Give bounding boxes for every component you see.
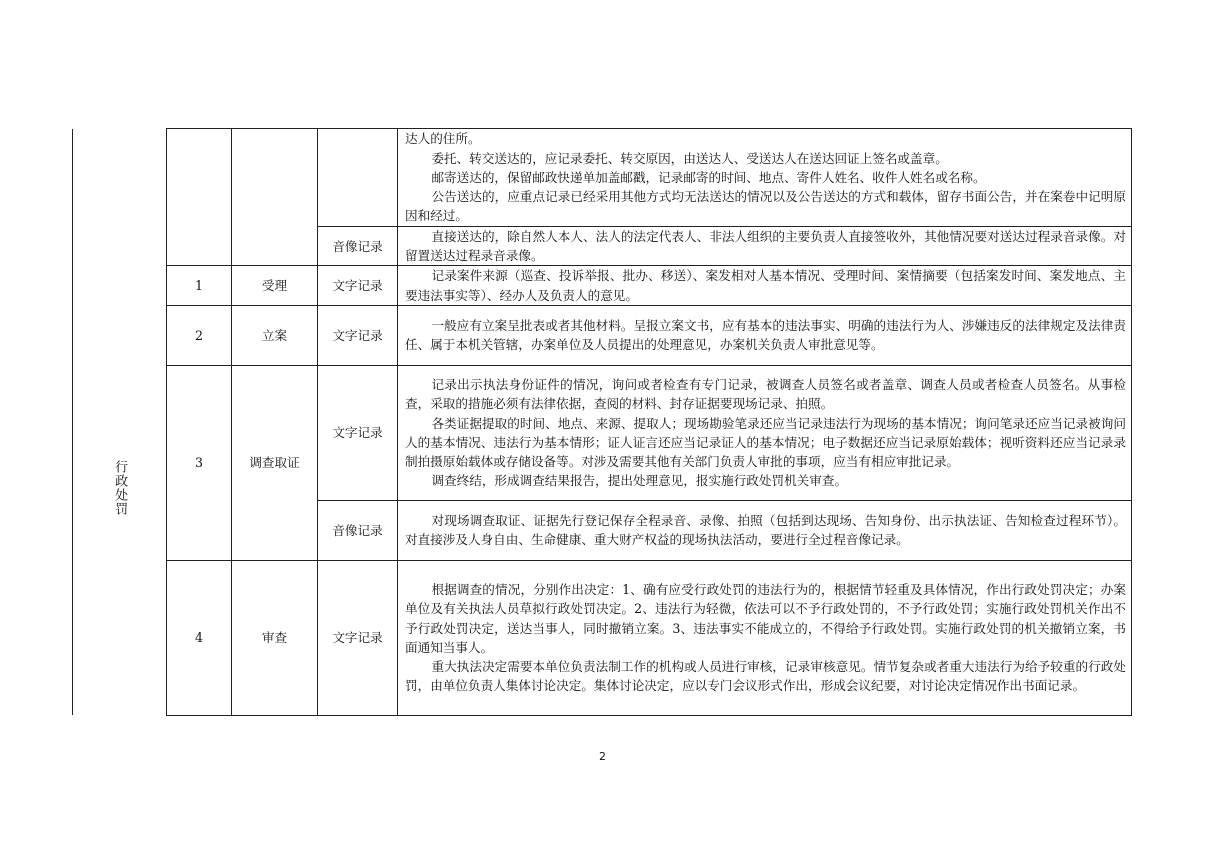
record-content	[398, 560, 1132, 715]
step-name: 调查取证	[232, 365, 318, 560]
paragraph: 记录出示执法身份证件的情况，询问或者检查有专门记录，被调查人员签名或者盖章、调查人员或者检查人员签名。从事检查，采取的措施必须有法律依据，查阅的材料、封存证据要现场记录、拍照。	[405, 377, 1126, 412]
number-cell-empty	[167, 129, 232, 266]
step-name: 受理	[232, 266, 318, 305]
record-content	[398, 227, 1132, 266]
paragraph: 各类证据提取的时间、地点、来源、提取人；现场勘验笔录还应当记录违法行为现场的基本情况；询问笔录还应当记录被询问人的基本情况、违法行为基本情形；证人证言还应当记录证人的基本情况；电子数据还应当记录原始载体；视听资料还应当记录录制拍摄原始载体或存储设备等。对涉及需要其他有关部门负责人审批的事项，应当有相应审批记录。	[405, 415, 1126, 470]
step-number: 3	[167, 365, 232, 560]
step-number: 1	[167, 266, 232, 305]
record-content	[398, 266, 1132, 305]
paragraph: 邮寄送达的，保留邮政快递单加盖邮戳，记录邮寄的时间、地点、寄件人姓名、收件人姓名或名称。	[431, 169, 986, 185]
records-table	[72, 128, 1132, 716]
paragraph: 调查终结，形成调查结果报告，提出处理意见，报实施行政处罚机关审查。	[431, 473, 848, 489]
record-method: 音像记录	[318, 500, 398, 560]
step-number: 2	[167, 305, 232, 365]
paragraph: 记录案件来源（巡查、投诉举报、批办、移送）、案发相对人基本情况、受理时间、案情摘要（包括案发时间、案发地点、主要违法事实等）、经办人及负责人的意见。	[405, 268, 1126, 303]
table-row	[73, 365, 1132, 500]
table-row	[73, 305, 1132, 365]
record-method: 音像记录	[318, 227, 398, 266]
step-name: 审查	[232, 560, 318, 715]
record-method: 文字记录	[318, 365, 398, 500]
category-label: 行政处罚	[112, 460, 128, 516]
record-content	[398, 500, 1132, 560]
table-row	[73, 129, 1132, 227]
paragraph: 达人的住所。	[405, 131, 481, 147]
table-row	[73, 560, 1132, 715]
paragraph: 公告送达的，应重点记录已经采用其他方式均无法送达的情况以及公告送达的方式和载体，留存书面公告，并在案卷中记明原因和经过。	[405, 189, 1126, 224]
paragraph: 委托、转交送达的，应记录委托、转交原因，由送达人、受送达人在送达回证上签名或盖章。	[431, 150, 948, 166]
paragraph: 对现场调查取证、证据先行登记保存全程录音、录像、拍照（包括到达现场、告知身份、出示执法证、告知检查过程环节）。对直接涉及人身自由、生命健康、重大财产权益的现场执法活动，要进行全过程音像记录。	[405, 513, 1126, 548]
paragraph: 直接送达的，除自然人本人、法人的法定代表人、非法人组织的主要负责人直接签收外，其他情况要对送达过程录音录像。对留置送达过程录音录像。	[405, 229, 1126, 264]
record-method	[318, 129, 398, 227]
category-cell-empty	[73, 129, 167, 266]
paragraph: 重大执法决定需要本单位负责法制工作的机构或人员进行审核，记录审核意见。情节复杂或者重大违法行为给予较重的行政处罚，由单位负责人集体讨论决定。集体讨论决定，应以专门会议形式作出，形成会议纪要，对讨论决定情况作出书面记录。	[405, 659, 1126, 694]
step-cell-empty	[232, 129, 318, 266]
record-content	[398, 305, 1132, 365]
record-method: 文字记录	[318, 560, 398, 715]
record-content	[398, 129, 1132, 227]
step-name: 立案	[232, 305, 318, 365]
paragraph: 根据调查的情况，分别作出决定：1、确有应受行政处罚的违法行为的，根据情节轻重及具体情况，作出行政处罚决定；办案单位及有关执法人员草拟行政处罚决定。2、违法行为轻微，依法可以不予行政处罚的，不予行政处罚；实施行政处罚机关作出不予行政处罚决定，送达当事人，同时撤销立案。3、违法事实不能成立的，不得给予行政处罚。实施行政处罚的机关撤销立案，书面通知当事人。	[405, 582, 1126, 655]
record-content	[398, 365, 1132, 500]
record-method: 文字记录	[318, 305, 398, 365]
paragraph: 一般应有立案呈批表或者其他材料。呈报立案文书，应有基本的违法事实、明确的违法行为人、涉嫌违反的法律规定及法律责任、属于本机关管辖，办案单位及人员提出的处理意见，办案机关负责人审批意见等。	[405, 318, 1126, 353]
record-method: 文字记录	[318, 266, 398, 305]
page-number: 2	[599, 750, 606, 763]
category-cell	[73, 266, 167, 715]
table-row	[73, 266, 1132, 305]
step-number: 4	[167, 560, 232, 715]
